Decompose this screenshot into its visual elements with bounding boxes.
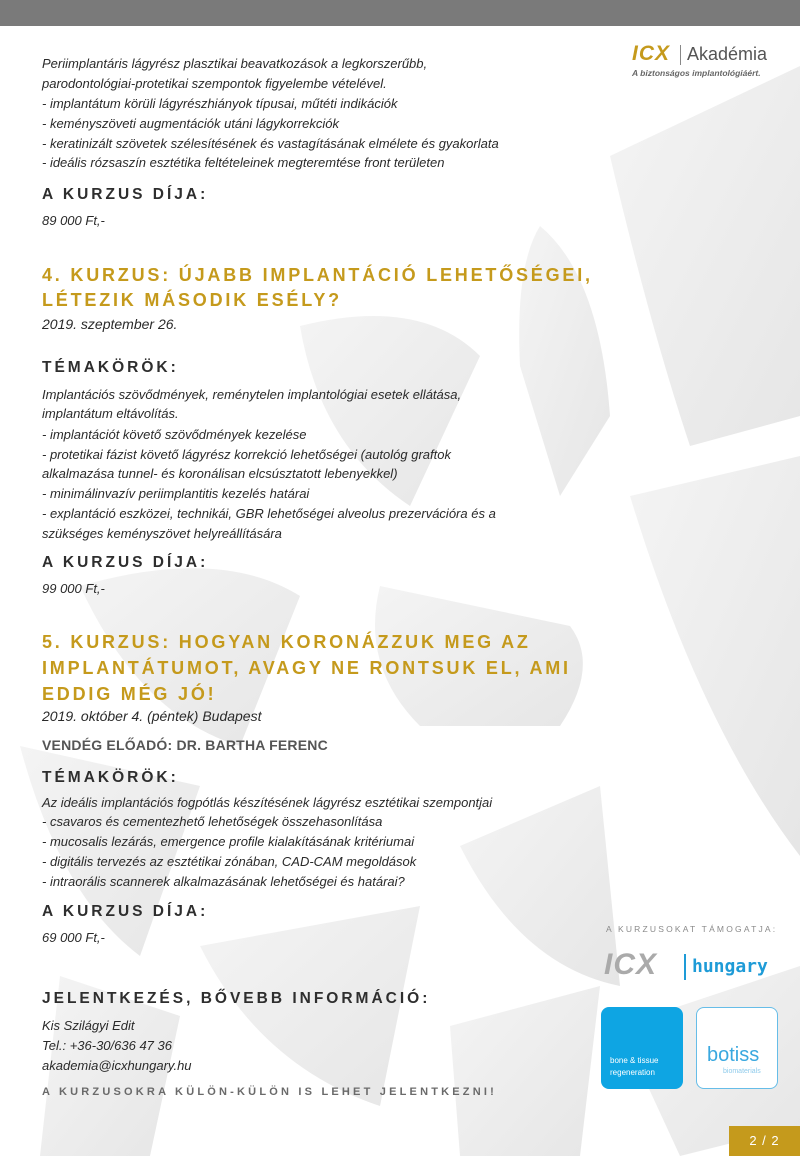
course4-title: 4. KURZUS: ÚJABB IMPLANTÁCIÓ LEHETŐSÉGEI, bbox=[42, 265, 593, 285]
contact-phone[interactable]: Tel.: +36-30/636 47 36 bbox=[42, 1038, 172, 1053]
icx-hungary-logo bbox=[604, 948, 774, 988]
course4-topic-line: - implantációt követő szövődmények kezelése bbox=[42, 427, 307, 442]
course4-topics-heading: TÉMAKÖRÖK: bbox=[42, 359, 179, 376]
intro-line: - keményszöveti augmentációk utáni lágykorrekciók bbox=[42, 116, 339, 131]
sponsor-icx-suffix: hungary bbox=[692, 956, 768, 977]
fee-heading: A KURZUS DÍJA: bbox=[42, 186, 209, 203]
course5-topic-line: - mucosalis lezárás, emergence profile kialakításának kritériumai bbox=[42, 834, 415, 849]
logo-separator bbox=[680, 45, 681, 65]
contact-name: Kis Szilágyi Edit bbox=[42, 1018, 135, 1033]
course5-guest-speaker: VENDÉG ELŐADÓ: DR. BARTHA FERENC bbox=[42, 737, 328, 753]
fee-value: 89 000 Ft,- bbox=[42, 213, 105, 228]
course4-topic-line: implantátum eltávolítás. bbox=[42, 406, 179, 421]
course5-title: EDDIG MÉG JÓ! bbox=[42, 684, 217, 704]
intro-line: parodontológiai-protetikai szempontok figyelembe vételével. bbox=[42, 76, 387, 91]
contact-heading: JELENTKEZÉS, BŐVEBB INFORMÁCIÓ: bbox=[42, 990, 431, 1007]
sponsor-icx-brand: ICX bbox=[604, 948, 658, 981]
course5-title: 5. KURZUS: HOGYAN KORONÁZZUK MEG AZ bbox=[42, 632, 531, 652]
botiss-sub: biomaterials bbox=[723, 1068, 761, 1075]
tile1-line1: bone & tissue bbox=[610, 1056, 659, 1065]
course4-topic-line: - protetikai fázist követő lágyrész korrekció lehetőségei (autológ graftok bbox=[42, 447, 451, 462]
course4-topic-line: szükséges keményszövet helyreállítására bbox=[42, 526, 282, 541]
intro-line: - keratinizált szövetek szélesítésének és vastagításának elmélete és gyakorlata bbox=[42, 136, 499, 151]
tile1-line2: regeneration bbox=[610, 1068, 655, 1077]
intro-line: Periimplantáris lágyrész plasztikai beavatkozások a legkorszerűbb, bbox=[42, 56, 428, 71]
course4-topic-line: - minimálinvazív periimplantitis kezelés határai bbox=[42, 486, 310, 501]
course4-date: 2019. szeptember 26. bbox=[42, 316, 178, 332]
bone-tissue-regeneration-logo bbox=[601, 1007, 683, 1089]
course4-topic-line: alkalmazása tunnel- és koronálisan elcsúsztatott lebenyekkel) bbox=[42, 466, 398, 481]
page-number: 2 / 2 bbox=[729, 1126, 800, 1156]
botiss-brand: botiss bbox=[707, 1044, 760, 1066]
logo-brand: ICX bbox=[632, 42, 671, 65]
intro-line: - ideális rózsaszín esztétika feltételeinek megteremtése front területen bbox=[42, 155, 445, 170]
course5-topics-heading: TÉMAKÖRÖK: bbox=[42, 769, 179, 786]
course5-title: IMPLANTÁTUMOT, AVAGY NE RONTSUK EL, AMI bbox=[42, 658, 571, 678]
contact-email[interactable]: akademia@icxhungary.hu bbox=[42, 1058, 192, 1073]
course5-topic-line: Az ideális implantációs fogpótlás készítésének lágyrész esztétikai szempontjai bbox=[42, 795, 493, 810]
logo-tagline: A biztonságos implantológiáért. bbox=[632, 68, 761, 78]
course5-topic-line: - intraorális scannerek alkalmazásának lehetőségei és határai? bbox=[42, 874, 405, 889]
course4-topic-line: - explantáció eszközei, technikái, GBR lehetőségei alveolus prezervációra és a bbox=[42, 506, 496, 521]
sponsors-label: A KURZUSOKAT TÁMOGATJA: bbox=[606, 924, 778, 934]
course4-title: LÉTEZIK MÁSODIK ESÉLY? bbox=[42, 290, 342, 310]
course4-fee-value: 99 000 Ft,- bbox=[42, 581, 105, 596]
intro-line: - implantátum körüli lágyrészhiányok típusai, műtéti indikációk bbox=[42, 96, 398, 111]
botiss-logo bbox=[696, 1007, 778, 1089]
course5-fee-heading: A KURZUS DÍJA: bbox=[42, 903, 209, 920]
final-note: A KURZUSOKRA KÜLÖN-KÜLÖN IS LEHET JELENTKEZNI! bbox=[42, 1086, 497, 1098]
logo-name: Akadémia bbox=[687, 44, 768, 64]
course5-date: 2019. október 4. (péntek) Budapest bbox=[42, 708, 262, 724]
course4-topic-line: Implantációs szövődmények, reménytelen implantológiai esetek ellátása, bbox=[42, 387, 462, 402]
course5-topic-line: - csavaros és cementezhető lehetőségek összehasonlítása bbox=[42, 814, 383, 829]
sponsor-logo-separator bbox=[684, 954, 686, 980]
icx-akademia-logo bbox=[632, 42, 782, 82]
course5-fee-value: 69 000 Ft,- bbox=[42, 930, 105, 945]
course5-topic-line: - digitális tervezés az esztétikai zónában, CAD-CAM megoldások bbox=[42, 854, 417, 869]
course4-fee-heading: A KURZUS DÍJA: bbox=[42, 554, 209, 571]
